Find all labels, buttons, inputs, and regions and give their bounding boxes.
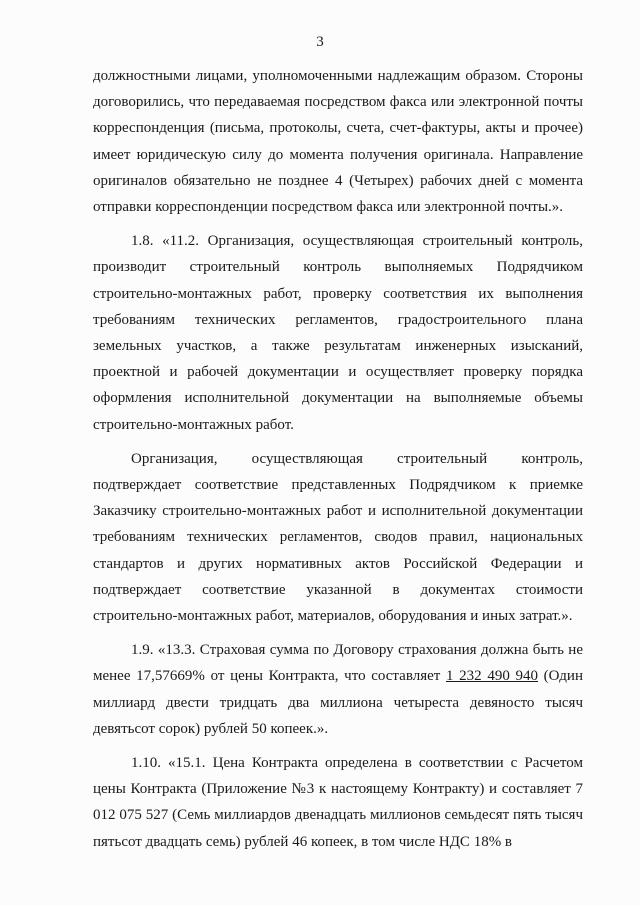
paragraph-1-9: [93, 637, 583, 742]
insured-amount: 1 232 490 940: [445, 668, 538, 685]
paragraph-1-9-text-end: (Один миллиард двести тридцать два миллиона четыреста девяносто тысяч девятьсот сорок) рублей 50 копеек.».: [93, 668, 583, 737]
paragraph-continuation: должностными лицами, уполномоченными надлежащим образом. Стороны договорились, что передаваемая посредством факса или электронной почты корреспонденция (письма, протоколы, счета, счет-фактуры, акты и прочее) имеет юридическую силу до момента получения оригинала. Направление оригиналов обязательно не позднее 4 (Четырех) рабочих дней с момента отправки корреспонденции посредством факса или электронной почты.».: [93, 68, 583, 216]
paragraph-1-10: 1.10. «15.1. Цена Контракта определена в соответствии с Расчетом цены Контракта (Приложение №3 к настоящему Контракту) и составляет 7 012 075 527 (Семь миллиардов двенадцать миллионов семьдесят пять тысяч пятьсот двадцать семь) рублей 46 копеек, в том числе НДС 18% в: [93, 755, 583, 850]
paragraph-1-8-continued: Организация, осуществляющая строительный контроль, подтверждает соответствие представленных Подрядчиком к приемке Заказчику строительно-монтажных работ и исполнительной документации требованиям технических регламентов, сводов правил, национальных стандартов и других нормативных актов Российской Федерации и подтверждает соответствие указанной в документах стоимости строительно-монтажных работ, материалов, оборудования и иных затрат.».: [93, 450, 583, 625]
document-body: [93, 63, 583, 855]
page-number: 3: [316, 34, 324, 50]
paragraph-1-8: 1.8. «11.2. Организация, осуществляющая строительный контроль, производит строительный контроль выполняемых Подрядчиком строительно-монтажных работ, проверку соответствия их выполнения требованиям технических регламентов, градостроительного плана земельных участков, а также результатам инженерных изысканий, проектной и рабочей документации и осуществляет проверку порядка оформления исполнительной документации на выполняемые объемы строительно-монтажных работ.: [93, 233, 583, 433]
paragraph-1-9-text-start: 1.9. «13.3. Страховая сумма по Договору страхования должна быть не менее 17,57669% от цены Контракта, что составляет: [93, 642, 583, 685]
